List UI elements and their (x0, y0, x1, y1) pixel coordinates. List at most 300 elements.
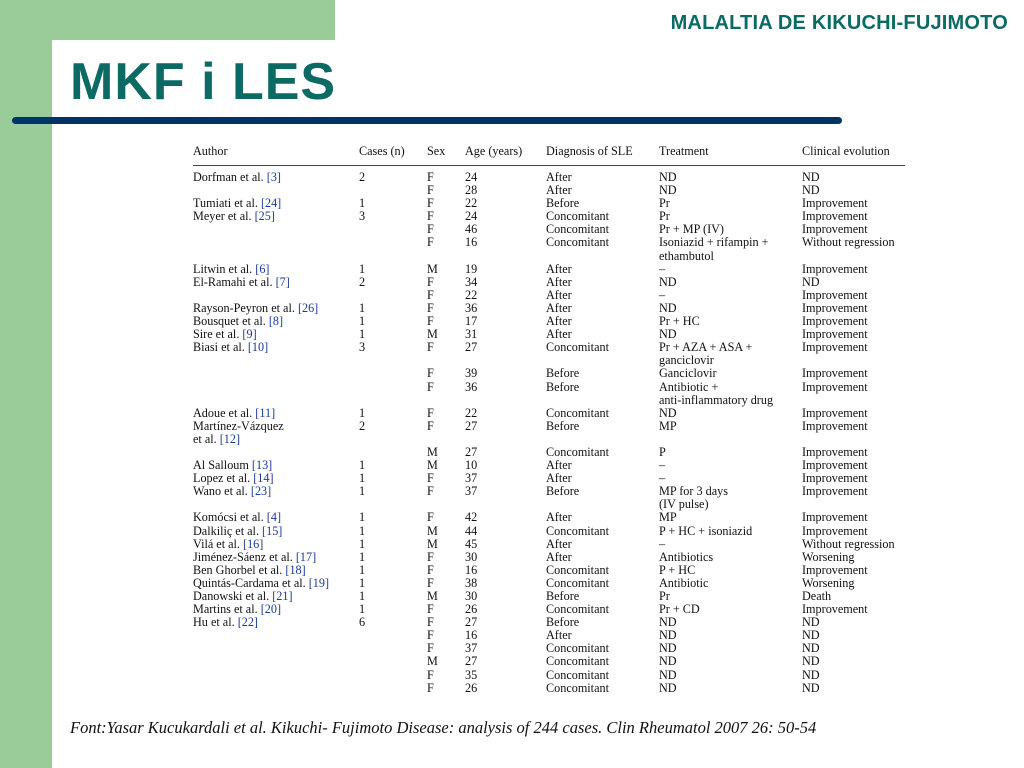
reference-number: [9] (242, 327, 257, 342)
sex-cell-text: F (427, 641, 434, 656)
cases-cell-text: 3 (359, 340, 366, 355)
diagnosis-cell-text: After (546, 549, 572, 564)
cases-cell (359, 315, 427, 328)
evolution-cell (802, 236, 905, 249)
treatment-cell (659, 498, 802, 511)
sex-cell-text: F (427, 510, 434, 525)
treatment-cell-text: ND (659, 667, 677, 682)
author-cell (193, 354, 359, 367)
source-citation: Font:Yasar Kucukardali et al. Kikuchi- Fujimoto Disease: analysis of 244 cases. Clin Rheumatol 2007 26: 50-54 (70, 718, 817, 737)
diagnosis-cell-text: After (546, 287, 572, 302)
evolution-cell (802, 682, 905, 695)
treatment-cell (659, 603, 802, 616)
age-cell-text: 16 (465, 562, 478, 577)
treatment-cell-text: – (659, 471, 666, 486)
age-cell (465, 682, 546, 695)
diagnosis-cell-text: Before (546, 196, 580, 211)
diagnosis-cell (546, 485, 659, 498)
treatment-cell (659, 289, 802, 302)
treatment-cell (659, 394, 802, 407)
author-cell-text: Bousquet et al. (193, 314, 266, 329)
treatment-cell (659, 315, 802, 328)
sex-cell-text: M (427, 523, 438, 538)
treatment-cell-text: ND (659, 680, 677, 695)
diagnosis-cell-text: Concomitant (546, 444, 609, 459)
sex-cell-text: F (427, 549, 434, 564)
diagnosis-cell-text: Before (546, 589, 580, 603)
diagnosis-cell-text: After (546, 628, 572, 643)
treatment-cell-text: Antibiotic (659, 575, 709, 590)
sex-cell-text: F (427, 209, 434, 224)
author-cell (193, 485, 359, 498)
reference-number: [12] (219, 431, 241, 446)
diagnosis-cell-text: After (546, 314, 572, 329)
cases-cell-text: 1 (359, 314, 366, 329)
evolution-cell-text: ND (802, 274, 820, 289)
treatment-cell (659, 250, 802, 263)
cases-cell (359, 250, 427, 263)
treatment-cell (659, 682, 802, 695)
sex-cell-text: F (427, 575, 434, 590)
sex-cell-text: F (427, 379, 434, 394)
diagnosis-cell-text: After (546, 261, 572, 276)
diagnosis-cell-text: Concomitant (546, 575, 609, 590)
cases-cell-text: 1 (359, 261, 366, 276)
col-header-evolution-label: Clinical evolution (802, 144, 890, 158)
diagnosis-cell-text: Concomitant (546, 641, 609, 656)
age-cell (465, 485, 546, 498)
cases-cell-text: 1 (359, 300, 366, 315)
treatment-cell-text: Ganciclovir (659, 366, 717, 381)
table-row (193, 420, 905, 433)
cases-cell-text: 1 (359, 523, 366, 538)
age-cell-text: 16 (465, 628, 478, 643)
treatment-cell-text: P + HC + isoniazid (659, 523, 753, 538)
evolution-cell-text: Improvement (802, 287, 868, 302)
left-accent-bar (0, 0, 52, 768)
cases-table-container (193, 144, 905, 695)
diagnosis-cell (546, 682, 659, 695)
cases-cell-text: 1 (359, 536, 366, 551)
age-cell-text: 38 (465, 575, 478, 590)
evolution-cell-text: ND (802, 641, 820, 656)
evolution-cell-text: Improvement (802, 458, 868, 473)
evolution-cell-text: Improvement (802, 444, 868, 459)
sex-cell-text: F (427, 183, 434, 198)
author-cell (193, 276, 359, 289)
cases-cell (359, 616, 427, 629)
diagnosis-cell-text: After (546, 170, 572, 184)
evolution-cell-text: Improvement (802, 562, 868, 577)
treatment-cell-text: (IV pulse) (659, 497, 709, 512)
evolution-cell-text: Improvement (802, 196, 868, 211)
sex-cell-text: M (427, 327, 438, 342)
cases-cell (359, 682, 427, 695)
cases-cell (359, 407, 427, 420)
diagnosis-cell-text: Concomitant (546, 222, 609, 237)
diagnosis-cell-text: Before (546, 379, 580, 394)
age-cell-text: 24 (465, 170, 478, 184)
evolution-cell-text: Without regression (802, 536, 895, 551)
age-cell (465, 420, 546, 433)
col-header-evolution (802, 144, 905, 166)
author-cell-text: Komócsi et al. (193, 510, 264, 525)
cases-cell (359, 394, 427, 407)
table-row (193, 166, 905, 185)
evolution-cell (802, 420, 905, 433)
col-header-diagnosis (546, 144, 659, 166)
treatment-cell-text: MP (659, 510, 677, 525)
sex-cell-text: M (427, 261, 438, 276)
cases-cell-text: 1 (359, 549, 366, 564)
author-cell (193, 381, 359, 394)
cases-cell (359, 577, 427, 590)
sex-cell (427, 236, 465, 249)
age-cell-text: 36 (465, 300, 478, 315)
cases-cell (359, 276, 427, 289)
sex-cell (427, 341, 465, 354)
treatment-cell (659, 629, 802, 642)
sex-cell (427, 485, 465, 498)
age-cell-text: 22 (465, 287, 478, 302)
author-cell (193, 682, 359, 695)
treatment-cell-text: Isoniazid + rifampin + (659, 235, 769, 250)
col-header-age-label: Age (years) (465, 144, 523, 158)
sex-cell (427, 682, 465, 695)
table-body (193, 166, 905, 695)
reference-number: [15] (262, 523, 283, 538)
evolution-cell-text: Improvement (802, 405, 868, 420)
author-cell-text: Wano et al. (193, 484, 248, 499)
age-cell-text: 27 (465, 418, 478, 433)
table-row (193, 341, 905, 354)
evolution-cell-text: Improvement (802, 366, 868, 381)
age-cell-text: 39 (465, 366, 478, 381)
treatment-cell (659, 420, 802, 433)
reference-number: [24] (260, 196, 282, 211)
cases-cell (359, 551, 427, 564)
cases-cell (359, 210, 427, 223)
age-cell-text: 10 (465, 458, 478, 473)
diagnosis-cell-text: Concomitant (546, 235, 609, 250)
reference-number: [14] (253, 471, 274, 486)
cases-cell (359, 564, 427, 577)
evolution-cell-text: Without regression (802, 235, 895, 250)
cases-cell (359, 655, 427, 668)
age-cell-text: 42 (465, 510, 478, 525)
cases-cell (359, 420, 427, 433)
diagnosis-cell-text: After (546, 458, 572, 473)
treatment-cell-text: – (659, 261, 666, 276)
top-accent-bar (0, 0, 335, 40)
cases-cell-text: 2 (359, 418, 366, 433)
diagnosis-cell-text: After (546, 183, 572, 198)
cases-cell (359, 328, 427, 341)
age-cell (465, 381, 546, 394)
diagnosis-cell-text: Concomitant (546, 654, 609, 669)
age-cell-text: 35 (465, 667, 478, 682)
sex-cell-text: F (427, 287, 434, 302)
sex-cell-text: F (427, 222, 434, 237)
evolution-cell-text: Death (802, 589, 832, 603)
diagnosis-cell-text: Before (546, 484, 580, 499)
age-cell (465, 341, 546, 354)
sex-cell-text: F (427, 562, 434, 577)
cases-cell-text: 2 (359, 170, 366, 184)
evolution-cell-text: Improvement (802, 300, 868, 315)
sex-cell-text: F (427, 235, 434, 250)
author-cell-text: Al Salloum (193, 458, 249, 473)
age-cell-text: 28 (465, 183, 478, 198)
reference-number: [18] (285, 562, 306, 577)
slide-title: MKF i LES (70, 53, 337, 111)
evolution-cell-text: ND (802, 654, 820, 669)
cases-cell-text: 1 (359, 405, 366, 420)
evolution-cell-text: ND (802, 170, 820, 184)
evolution-cell-text: Improvement (802, 222, 868, 237)
treatment-cell-text: ND (659, 628, 677, 643)
cases-cell-text: 1 (359, 510, 366, 525)
evolution-cell-text: Improvement (802, 484, 868, 499)
evolution-cell-text: Improvement (802, 602, 868, 617)
sex-cell-text: F (427, 667, 434, 682)
author-cell-text: Dorfman et al. (193, 170, 264, 184)
reference-number: [25] (254, 209, 275, 224)
cases-cell (359, 511, 427, 524)
age-cell-text: 22 (465, 405, 478, 420)
sex-cell-text: F (427, 405, 434, 420)
sex-cell-text: F (427, 274, 434, 289)
treatment-cell-text: ND (659, 170, 677, 184)
treatment-cell (659, 433, 802, 446)
cases-cell-text: 1 (359, 575, 366, 590)
sex-cell-text: F (427, 680, 434, 695)
age-cell-text: 31 (465, 327, 478, 342)
reference-number: [23] (250, 484, 272, 499)
cases-cell (359, 367, 427, 380)
treatment-cell (659, 616, 802, 629)
sex-cell-text: F (427, 196, 434, 211)
author-cell-text: Vilá et al. (193, 536, 240, 551)
author-cell (193, 433, 359, 446)
reference-number: [16] (243, 536, 264, 551)
table-row (193, 682, 905, 695)
cases-cell (359, 525, 427, 538)
cases-cell (359, 236, 427, 249)
evolution-cell-text: Improvement (802, 523, 868, 538)
treatment-cell-text: Antibiotics (659, 549, 714, 564)
evolution-cell-text: Worsening (802, 549, 855, 564)
treatment-cell (659, 655, 802, 668)
cases-cell (359, 446, 427, 459)
col-header-author-label: Author (193, 144, 228, 158)
treatment-cell (659, 407, 802, 420)
evolution-cell-text: Improvement (802, 340, 868, 355)
cases-cell-text: 1 (359, 562, 366, 577)
table-row (193, 381, 905, 394)
cases-cell-text: 1 (359, 327, 366, 342)
evolution-cell-text: Improvement (802, 379, 868, 394)
treatment-cell-text: Pr + HC (659, 314, 700, 329)
treatment-cell-text: Antibiotic + (659, 379, 719, 394)
diagnosis-cell-text: After (546, 300, 572, 315)
sex-cell-text: F (427, 602, 434, 617)
author-cell-text: Rayson-Peyron et al. (193, 300, 295, 315)
diagnosis-cell-text: Before (546, 366, 580, 381)
cases-cell (359, 538, 427, 551)
cases-cell (359, 433, 427, 446)
sex-cell-text: F (427, 170, 434, 184)
cases-cell (359, 485, 427, 498)
sex-cell-text: F (427, 418, 434, 433)
cases-cell (359, 642, 427, 655)
age-cell-text: 37 (465, 471, 478, 486)
age-cell-text: 30 (465, 589, 478, 603)
treatment-cell-text: Pr (659, 589, 670, 603)
age-cell-text: 22 (465, 196, 478, 211)
cases-table (193, 144, 905, 695)
age-cell-text: 19 (465, 261, 478, 276)
cases-cell-text: 1 (359, 602, 366, 617)
treatment-cell-text: ND (659, 183, 677, 198)
diagnosis-cell-text: After (546, 327, 572, 342)
reference-number: [8] (268, 314, 284, 329)
title-underline (12, 117, 842, 124)
author-cell-text: Tumiati et al. (193, 196, 258, 211)
evolution-cell-text: ND (802, 183, 820, 198)
age-cell-text: 37 (465, 641, 478, 656)
evolution-cell-text: Improvement (802, 471, 868, 486)
table-row (193, 236, 905, 249)
treatment-cell-text: ND (659, 274, 677, 289)
reference-number: [7] (275, 274, 290, 289)
sex-cell-text: F (427, 484, 434, 499)
author-cell-text: Adoue et al. (193, 405, 253, 420)
treatment-cell-text: – (659, 287, 666, 302)
evolution-cell (802, 341, 905, 354)
treatment-cell (659, 446, 802, 459)
evolution-cell-text: Worsening (802, 575, 855, 590)
treatment-cell (659, 166, 802, 185)
evolution-cell-text: ND (802, 667, 820, 682)
sex-cell-text: F (427, 300, 434, 315)
author-cell-text: Sire et al. (193, 327, 240, 342)
evolution-cell-text: Improvement (802, 418, 868, 433)
age-cell-text: 26 (465, 602, 478, 617)
table-header-row (193, 144, 905, 166)
sex-cell-text: F (427, 628, 434, 643)
diagnosis-cell-text: Concomitant (546, 523, 609, 538)
cases-cell (359, 289, 427, 302)
age-cell-text: 37 (465, 484, 478, 499)
author-cell-text: Quintás-Cardama et al. (193, 575, 306, 590)
cases-cell (359, 590, 427, 603)
treatment-cell-text: P + HC (659, 562, 696, 577)
diagnosis-cell-text: Concomitant (546, 405, 609, 420)
treatment-cell-text: Pr (659, 196, 670, 211)
diagnosis-cell-text: After (546, 274, 572, 289)
header-title: MALALTIA DE KIKUCHI-FUJIMOTO (670, 12, 1008, 34)
age-cell-text: 46 (465, 222, 478, 237)
evolution-cell-text: Improvement (802, 314, 868, 329)
evolution-cell (802, 381, 905, 394)
treatment-cell (659, 459, 802, 472)
cases-cell (359, 498, 427, 511)
cases-cell (359, 603, 427, 616)
cases-cell (359, 459, 427, 472)
sex-cell-text: F (427, 366, 434, 381)
author-cell-text: Biasi et al. (193, 340, 245, 355)
age-cell (465, 166, 546, 185)
treatment-cell (659, 184, 802, 197)
evolution-cell-text: Improvement (802, 327, 868, 342)
author-cell (193, 642, 359, 655)
sex-cell-text: M (427, 589, 438, 603)
diagnosis-cell (546, 341, 659, 354)
author-cell (193, 166, 359, 185)
col-header-diagnosis-label: Diagnosis of SLE (546, 144, 633, 158)
age-cell (465, 236, 546, 249)
age-cell-text: 36 (465, 379, 478, 394)
treatment-cell (659, 669, 802, 682)
evolution-cell-text: ND (802, 680, 820, 695)
sex-cell-text: F (427, 471, 434, 486)
table-header (193, 144, 905, 166)
reference-number: [4] (266, 510, 282, 525)
author-cell (193, 223, 359, 236)
treatment-cell-text: – (659, 458, 666, 473)
sex-cell (427, 381, 465, 394)
diagnosis-cell-text: After (546, 471, 572, 486)
author-cell (193, 341, 359, 354)
diagnosis-cell (546, 420, 659, 433)
cases-cell-text: 6 (359, 615, 366, 630)
cases-cell (359, 223, 427, 236)
treatment-cell-text: ND (659, 327, 677, 342)
diagnosis-cell-text: Before (546, 418, 580, 433)
treatment-cell-text: ND (659, 405, 677, 420)
diagnosis-cell-text: Concomitant (546, 562, 609, 577)
reference-number: [3] (266, 170, 281, 184)
cases-cell (359, 669, 427, 682)
table-row (193, 485, 905, 498)
col-header-cases-label: Cases (n) (359, 144, 405, 158)
sex-cell-text: F (427, 340, 434, 355)
cases-cell (359, 354, 427, 367)
diagnosis-cell-text: Concomitant (546, 680, 609, 695)
author-cell-text: Meyer et al. (193, 209, 252, 224)
diagnosis-cell-text: After (546, 536, 572, 551)
author-cell-text: Ben Ghorbel et al. (193, 562, 283, 577)
treatment-cell (659, 525, 802, 538)
author-cell-text: Martínez-Vázquez (193, 418, 284, 433)
author-cell-text: Lopez et al. (193, 471, 251, 486)
treatment-cell-text: anti-inflammatory drug (659, 392, 774, 407)
age-cell-text: 27 (465, 444, 478, 459)
author-cell (193, 655, 359, 668)
cases-cell (359, 341, 427, 354)
sex-cell-text: F (427, 314, 434, 329)
sex-cell-text: F (427, 615, 434, 630)
treatment-cell-text: MP (659, 418, 677, 433)
cases-cell (359, 472, 427, 485)
age-cell-text: 27 (465, 340, 478, 355)
author-cell-text: Jiménez-Sáenz et al. (193, 549, 293, 564)
cases-cell-text: 3 (359, 209, 366, 224)
diagnosis-cell-text: After (546, 510, 572, 525)
author-cell-text: Litwin et al. (193, 261, 253, 276)
col-header-age (465, 144, 546, 166)
